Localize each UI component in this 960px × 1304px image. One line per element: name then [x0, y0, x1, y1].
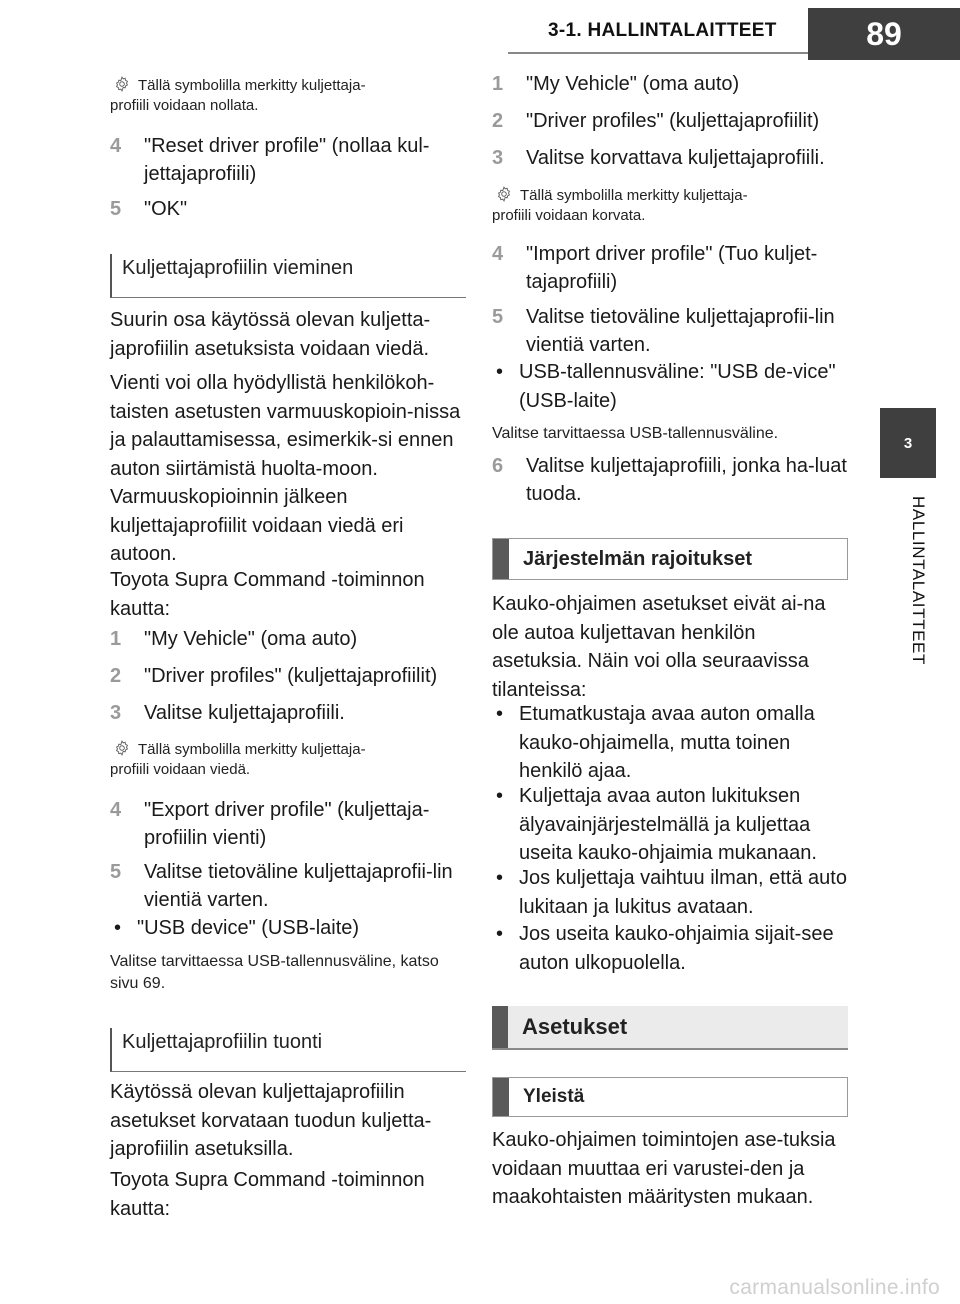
bullet-item: • Jos useita kauko-ohjaimia sijait-see auton ulkopuolella. — [496, 923, 834, 974]
bullet-item: • Kuljettaja avaa auton lukituksen älyavainjärjestelmällä ja kuljettaa useita kauko-ohjaimia mukanaan. — [496, 785, 817, 864]
page-number: 89 — [808, 8, 960, 60]
step-item: 3 Valitse kuljettajaprofiili. — [110, 702, 345, 724]
paragraph: Vienti voi olla hyödyllistä henkilökoh-taisten asetusten varmuuskopioin-nissa ja palauttamisessa, esimerkik-si ennen auton siirtämistä huolta-moon. Varmuuskopioinnin jälkeen kuljettajaprofiilit voidaan viedä eri autoon. — [110, 372, 461, 565]
step-item: 6 Valitse kuljettajaprofiili, jonka ha-luat tuoda. — [492, 455, 847, 505]
subheading-export: Kuljettajaprofiilin vieminen — [110, 254, 466, 298]
gear-icon — [496, 186, 512, 202]
step-item: 1 "My Vehicle" (oma auto) — [492, 73, 740, 95]
heading-general: Yleistä — [492, 1077, 848, 1117]
bullet-item: • Jos kuljettaja vaihtuu ilman, että auto lukitaan ja lukitus avataan. — [496, 867, 847, 918]
paragraph: Kauko-ohjaimen toimintojen ase-tuksia voidaan muuttaa eri varustei-den ja maakohtaisten määritysten mukaan. — [492, 1129, 836, 1208]
small-note: Valitse tarvittaessa USB-tallennusväline, katso sivu 69. — [110, 953, 439, 992]
step-item: 4 "Import driver profile" (Tuo kuljet-tajaprofiili) — [492, 243, 818, 293]
step-item: 2 "Driver profiles" (kuljettajaprofiilit) — [492, 110, 820, 132]
note-reset: Tällä symbolilla merkitty kuljettaja- profiili voidaan nollata. — [110, 77, 366, 114]
subheading-import: Kuljettajaprofiilin tuonti — [110, 1028, 466, 1072]
paragraph: Toyota Supra Command -toiminnon kautta: — [110, 569, 425, 620]
step-item: 5 Valitse tietoväline kuljettajaprofii-lin vientiä varten. — [110, 861, 453, 911]
watermark: carmanualsonline.info — [729, 1276, 940, 1299]
step-item: 4 "Export driver profile" (kuljettaja-profiilin vienti) — [110, 799, 430, 849]
step-item: 1 "My Vehicle" (oma auto) — [110, 628, 358, 650]
bullet-item: • Etumatkustaja avaa auton omalla kauko-ohjaimella, mutta toinen henkilö ajaa. — [496, 703, 815, 782]
gear-icon — [114, 740, 130, 756]
step-item: 5 Valitse tietoväline kuljettajaprofii-lin vientiä varten. — [492, 306, 835, 356]
bullet-item: • USB-tallennusväline: "USB de-vice" (USB-laite) — [496, 361, 836, 412]
section-title: 3-1. HALLINTALAITTEET — [548, 20, 777, 41]
step-item: 5 "OK" — [110, 198, 188, 220]
heading-settings: Asetukset — [492, 1006, 848, 1050]
paragraph: Suurin osa käytössä olevan kuljetta-japrofiilin asetuksista voidaan viedä. — [110, 309, 431, 360]
step-item: 3 Valitse korvattava kuljettajaprofiili. — [492, 147, 825, 169]
chapter-label: HALLINTALAITTEET — [909, 496, 928, 665]
chapter-tab[interactable]: 3 — [880, 408, 936, 478]
note-export: Tällä symbolilla merkitty kuljettaja- profiili voidaan viedä. — [110, 741, 366, 778]
step-item: 2 "Driver profiles" (kuljettajaprofiilit) — [110, 665, 438, 687]
heading-system-limits: Järjestelmän rajoitukset — [492, 538, 848, 580]
small-note: Valitse tarvittaessa USB-tallennusväline. — [492, 425, 779, 442]
note-import: Tällä symbolilla merkitty kuljettaja- profiili voidaan korvata. — [492, 187, 748, 224]
paragraph: Käytössä olevan kuljettajaprofiilin asetukset korvataan tuodun kuljetta-japrofiilin asetuksilla. — [110, 1081, 432, 1160]
bullet-item: • "USB device" (USB-laite) — [114, 917, 360, 939]
header-rule — [508, 52, 810, 54]
step-item: 4 "Reset driver profile" (nollaa kul-jettajaprofiili) — [110, 135, 430, 185]
paragraph: Kauko-ohjaimen asetukset eivät ai-na ole autoa kuljettavan henkilön asetuksia. Näin voi olla seuraavissa tilanteissa: — [492, 593, 826, 701]
paragraph: Toyota Supra Command -toiminnon kautta: — [110, 1169, 425, 1220]
gear-icon — [114, 76, 130, 92]
